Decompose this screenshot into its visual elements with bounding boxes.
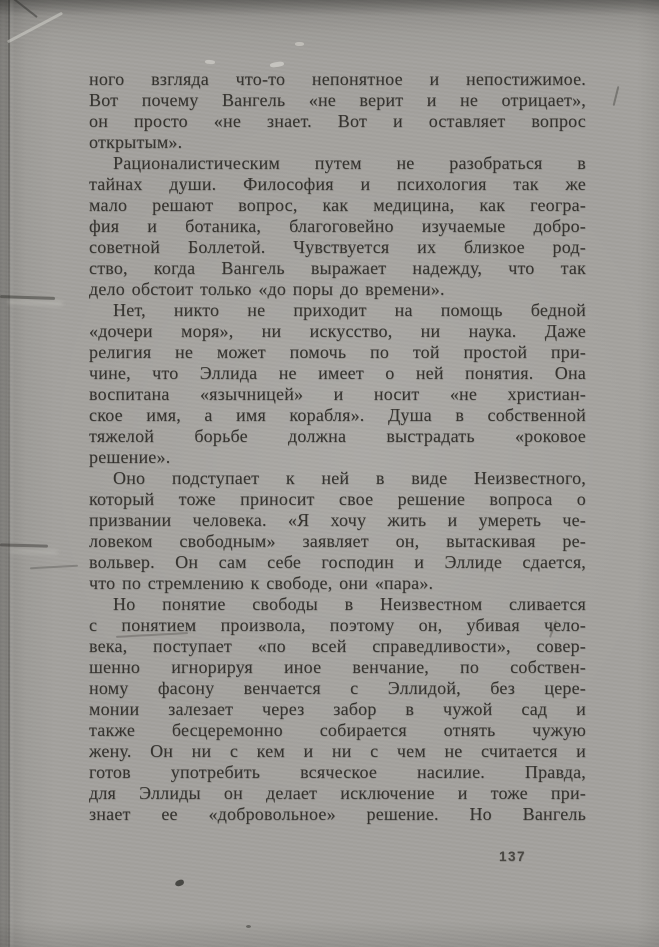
- text-line: который тоже приносит свое решение вопроса о: [89, 489, 586, 509]
- paragraph: [89, 69, 586, 153]
- text-line: ское имя, а имя корабля». Душа в собственной: [89, 405, 586, 425]
- text-line: готов употребить всяческое насилие. Правда,: [89, 762, 586, 782]
- text-line: шенно игнорируя иное венчание, по собствен-: [89, 657, 586, 677]
- paper-chip: [295, 42, 304, 46]
- text-line: жену. Он ни с кем и ни с чем не считается и: [89, 741, 586, 761]
- text-line: Но понятие свободы в Неизвестном сливается: [113, 594, 586, 614]
- paragraph: [89, 468, 586, 594]
- paragraph: [89, 300, 586, 468]
- text-line: тайнах души. Философия и психология так же: [89, 174, 586, 194]
- text-line: чине, что Эллида не имеет о ней понятия. Она: [89, 363, 586, 383]
- page-top-edge-shadow: [0, 0, 659, 16]
- page-number: 137: [499, 849, 527, 864]
- text-line: знает ее «добровольное» решение. Но Вангель: [89, 804, 586, 824]
- paper-speck: [246, 925, 251, 928]
- text-line: фия и ботаника, благоговейно изучаемые добро-: [89, 216, 586, 236]
- text-line: века, поступает «по всей справедливости», совер-: [89, 636, 586, 656]
- text-line: Вот почему Вангель «не верит и не отрицает»,: [89, 90, 586, 110]
- paragraph: [89, 153, 586, 300]
- text-line: тяжелой борьбе должна выстрадать «роковое: [89, 426, 586, 446]
- text-line: «дочери моря», ни искусство, ни наука. Даже: [89, 321, 586, 341]
- text-line: что по стремлению к свободе, они «пара».: [89, 573, 434, 593]
- text-line: Рационалистическим путем не разобраться в: [113, 153, 586, 173]
- corner-crease: [0, 0, 37, 18]
- text-line: ловеком свободным» заявляет он, вытаскивая ре-: [89, 531, 586, 551]
- crease-line: [30, 565, 78, 570]
- text-line: с понятием произвола, поэтому он, убивая чело-: [89, 615, 586, 635]
- crease-tick: [613, 86, 620, 106]
- text-line: ного взгляда что-то непонятное и непостижимое.: [89, 69, 586, 89]
- text-line: ство, когда Вангель выражает надежду, что так: [89, 258, 586, 278]
- text-line: монии залезает через забор в чужой сад и: [89, 699, 586, 719]
- paper-speck: [174, 879, 184, 887]
- text-line: воспитана «язычницей» и носит «не христиан-: [89, 384, 586, 404]
- text-line: также бесцеремонно собирается отнять чужую: [89, 720, 586, 740]
- crease-line: [0, 295, 55, 300]
- paper-chip: [270, 61, 285, 68]
- text-line: он просто «не знает. Вот и оставляет вопрос: [89, 111, 586, 131]
- corner-crease-highlight: [7, 12, 63, 44]
- text-line: Нет, никто не приходит на помощь бедной: [113, 300, 586, 320]
- text-line: религия не может помочь по той простой при-: [89, 342, 586, 362]
- text-line: мало решают вопрос, как медицина, как геогра-: [89, 195, 586, 215]
- text-line: вольвер. Он сам себе господин и Эллиде сдается,: [89, 552, 586, 572]
- text-line: дело обстоит только «до поры до времени».: [89, 279, 445, 299]
- page-text: [89, 69, 586, 825]
- text-line: советной Боллетой. Чувствуется их близкое род-: [89, 237, 586, 257]
- text-line: открытым».: [89, 132, 183, 152]
- text-line: призвании человека. «Я хочу жить и умереть че-: [89, 510, 586, 530]
- paragraph: [89, 594, 586, 825]
- text-line: ному фасону венчается с Эллидой, без цере-: [89, 678, 586, 698]
- paper-chip: [205, 60, 215, 65]
- text-line: решение».: [89, 447, 171, 467]
- crease-line: [0, 543, 48, 547]
- gutter-fold-line: [8, 0, 10, 947]
- text-line: Оно подступает к ней в виде Неизвестного,: [113, 468, 586, 488]
- text-line: для Эллиды он делает исключение и тоже при-: [89, 783, 586, 803]
